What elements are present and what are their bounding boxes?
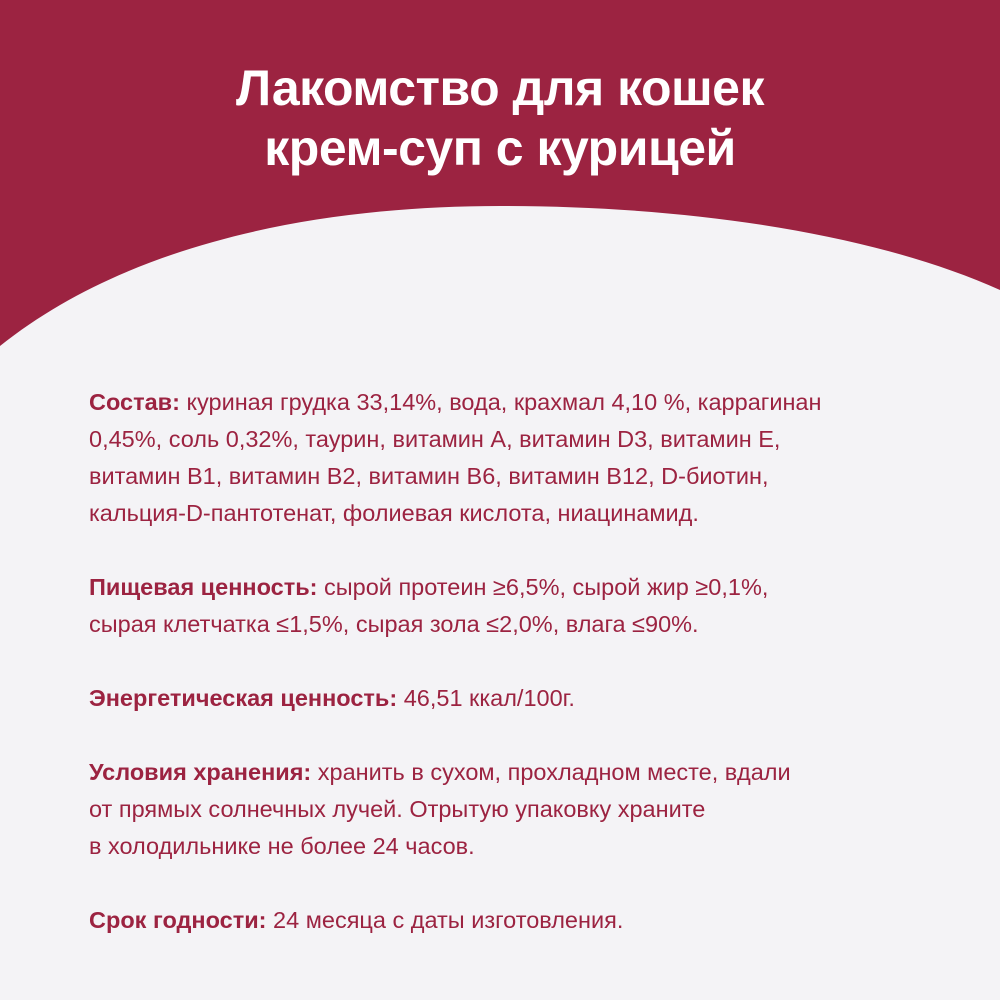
composition-line-3: витамин В1, витамин В2, витамин В6, витамин В12, D-биотин, bbox=[89, 463, 769, 489]
energy-line bbox=[89, 680, 919, 717]
composition-line-2: 0,45%, соль 0,32%, таурин, витамин А, витамин D3, витамин Е, bbox=[89, 426, 781, 452]
nutrition-label: Пищевая ценность: bbox=[89, 574, 318, 600]
energy-section bbox=[89, 680, 919, 717]
energy-label: Энергетическая ценность: bbox=[89, 685, 398, 711]
storage-line-3: в холодильнике не более 24 часов. bbox=[89, 833, 475, 859]
composition-section bbox=[89, 384, 919, 532]
composition-text-1: куриная грудка 33,14%, вода, крахмал 4,10 %, каррагинан bbox=[179, 389, 822, 415]
composition-line-4: кальция-D-пантотенат, фолиевая кислота, ниацинамид. bbox=[89, 500, 699, 526]
title-line-1: Лакомство для кошек bbox=[236, 60, 764, 116]
shelf-life-section bbox=[89, 902, 919, 939]
product-info bbox=[89, 384, 919, 939]
composition-line-1 bbox=[89, 384, 919, 421]
header-background bbox=[0, 0, 1000, 360]
energy-value: 46,51 ккал/100г. bbox=[397, 685, 575, 711]
nutrition-line-2: сырая клетчатка ≤1,5%, сырая зола ≤2,0%, влага ≤90%. bbox=[89, 611, 699, 637]
storage-text-1: хранить в сухом, прохладном месте, вдали bbox=[311, 759, 791, 785]
storage-label: Условия хранения: bbox=[89, 759, 312, 785]
composition-label: Состав: bbox=[89, 389, 180, 415]
page-title bbox=[0, 58, 1000, 178]
storage-line-1 bbox=[89, 754, 919, 791]
storage-line-2: от прямых солнечных лучей. Отрытую упаковку храните bbox=[89, 796, 706, 822]
shelf-life-value: 24 месяца с даты изготовления. bbox=[266, 907, 624, 933]
shelf-life-line bbox=[89, 902, 919, 939]
nutrition-text-1: сырой протеин ≥6,5%, сырой жир ≥0,1%, bbox=[317, 574, 769, 600]
nutrition-section bbox=[89, 569, 919, 643]
title-line-2: крем-суп с курицей bbox=[264, 120, 736, 176]
nutrition-line-1 bbox=[89, 569, 919, 606]
shelf-life-label: Срок годности: bbox=[89, 907, 267, 933]
storage-section bbox=[89, 754, 919, 865]
